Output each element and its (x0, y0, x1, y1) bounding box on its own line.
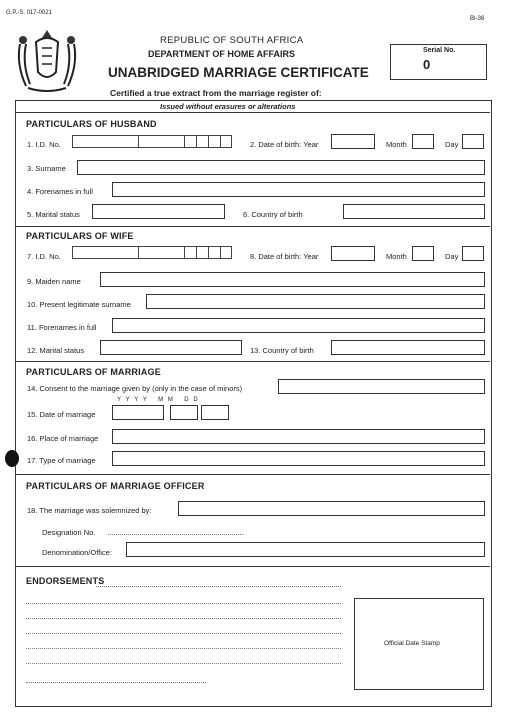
husband-country-field[interactable] (343, 204, 485, 219)
serial-value: 0 (423, 57, 431, 72)
marriage-date-label: 15. Date of marriage (27, 410, 96, 419)
wife-maiden-field[interactable] (100, 272, 485, 287)
wife-maiden-label: 9. Maiden name (27, 277, 81, 286)
husband-forenames-label: 4. Forenames in full (27, 187, 93, 196)
wife-forenames-label: 11. Forenames in full (27, 323, 97, 332)
wife-month-label: Month (386, 252, 407, 261)
republic-heading: REPUBLIC OF SOUTH AFRICA (160, 35, 304, 46)
coat-of-arms-emblem (12, 24, 82, 94)
wife-birth-month-field[interactable] (412, 246, 434, 261)
wife-dob-label: 8. Date of birth: Year (250, 252, 319, 261)
husband-id-label: 1. I.D. No. (27, 140, 61, 149)
endorsement-line[interactable] (26, 603, 341, 604)
wife-id-field[interactable] (72, 246, 232, 259)
denomination-field[interactable] (126, 542, 485, 557)
wife-surname-field[interactable] (146, 294, 485, 309)
husband-birth-day-field[interactable] (462, 134, 484, 149)
endorsement-line[interactable] (26, 682, 206, 683)
wife-day-label: Day (445, 252, 459, 261)
marriage-type-label: 17. Type of marriage (27, 456, 96, 465)
husband-marital-label: 5. Marital status (27, 210, 80, 219)
solemnized-by-field[interactable] (178, 501, 485, 516)
divider (16, 474, 490, 475)
husband-birth-month-field[interactable] (412, 134, 434, 149)
husband-birth-year-field[interactable] (331, 134, 375, 149)
marriage-section-header: PARTICULARS OF MARRIAGE (26, 367, 161, 377)
endorsement-line[interactable] (26, 618, 341, 619)
husband-marital-field[interactable] (92, 204, 225, 219)
endorsement-line[interactable] (26, 663, 341, 664)
wife-section-header: PARTICULARS OF WIFE (26, 231, 134, 241)
issued-note: Issued without erasures or alterations (160, 102, 296, 111)
husband-surname-field[interactable] (77, 160, 485, 175)
endorsement-line[interactable] (26, 648, 341, 649)
form-code: G.P.-S. 017-0021 (6, 10, 52, 16)
wife-id-label: 7. I.D. No. (27, 252, 61, 261)
wife-country-field[interactable] (331, 340, 485, 355)
marriage-month-field[interactable] (170, 405, 198, 420)
husband-section-header: PARTICULARS OF HUSBAND (26, 119, 157, 129)
wife-surname-label: 10. Present legitimate surname (27, 300, 131, 309)
husband-country-label: 6. Country of birth (243, 210, 303, 219)
wife-marital-label: 12. Marital status (27, 346, 85, 355)
divider (16, 112, 490, 113)
divider (16, 361, 490, 362)
husband-forenames-field[interactable] (112, 182, 485, 197)
endorsement-line[interactable] (96, 586, 341, 587)
form-reference: BI-36 (470, 16, 485, 22)
date-format-hint: Y Y Y Y M M D D (117, 397, 199, 403)
wife-forenames-field[interactable] (112, 318, 485, 333)
solemnized-label: 18. The marriage was solemnized by: (27, 506, 152, 515)
wife-birth-day-field[interactable] (462, 246, 484, 261)
denomination-label: Denomination/Office: (42, 548, 112, 557)
husband-day-label: Day (445, 140, 459, 149)
husband-id-field[interactable] (72, 135, 232, 148)
marriage-place-label: 16. Place of marriage (27, 434, 99, 443)
consent-label: 14. Consent to the marriage given by (only in the case of minors) (27, 384, 243, 393)
designation-line[interactable] (108, 534, 243, 535)
punch-hole-mark (5, 450, 19, 467)
certified-line: Certified a true extract from the marriage register of: (110, 88, 322, 98)
stamp-label: Official Date Stamp (384, 640, 440, 647)
marriage-year-field[interactable] (112, 405, 164, 420)
husband-dob-label: 2. Date of birth: Year (250, 140, 319, 149)
wife-country-label: 13. Country of birth (250, 346, 314, 355)
consent-field[interactable] (278, 379, 485, 394)
divider (16, 566, 490, 567)
endorsements-header: ENDORSEMENTS (26, 576, 105, 586)
wife-marital-field[interactable] (100, 340, 242, 355)
serial-label: Serial No. (423, 47, 456, 54)
marriage-day-field[interactable] (201, 405, 229, 420)
husband-surname-label: 3. Surname (27, 164, 66, 173)
wife-birth-year-field[interactable] (331, 246, 375, 261)
divider (16, 226, 490, 227)
marriage-place-field[interactable] (112, 429, 485, 444)
designation-label: Designation No. (42, 528, 96, 537)
department-heading: DEPARTMENT OF HOME AFFAIRS (148, 49, 295, 59)
endorsement-line[interactable] (26, 633, 341, 634)
husband-month-label: Month (386, 140, 407, 149)
officer-section-header: PARTICULARS OF MARRIAGE OFFICER (26, 481, 205, 491)
certificate-title: UNABRIDGED MARRIAGE CERTIFICATE (108, 65, 369, 80)
marriage-type-field[interactable] (112, 451, 485, 466)
